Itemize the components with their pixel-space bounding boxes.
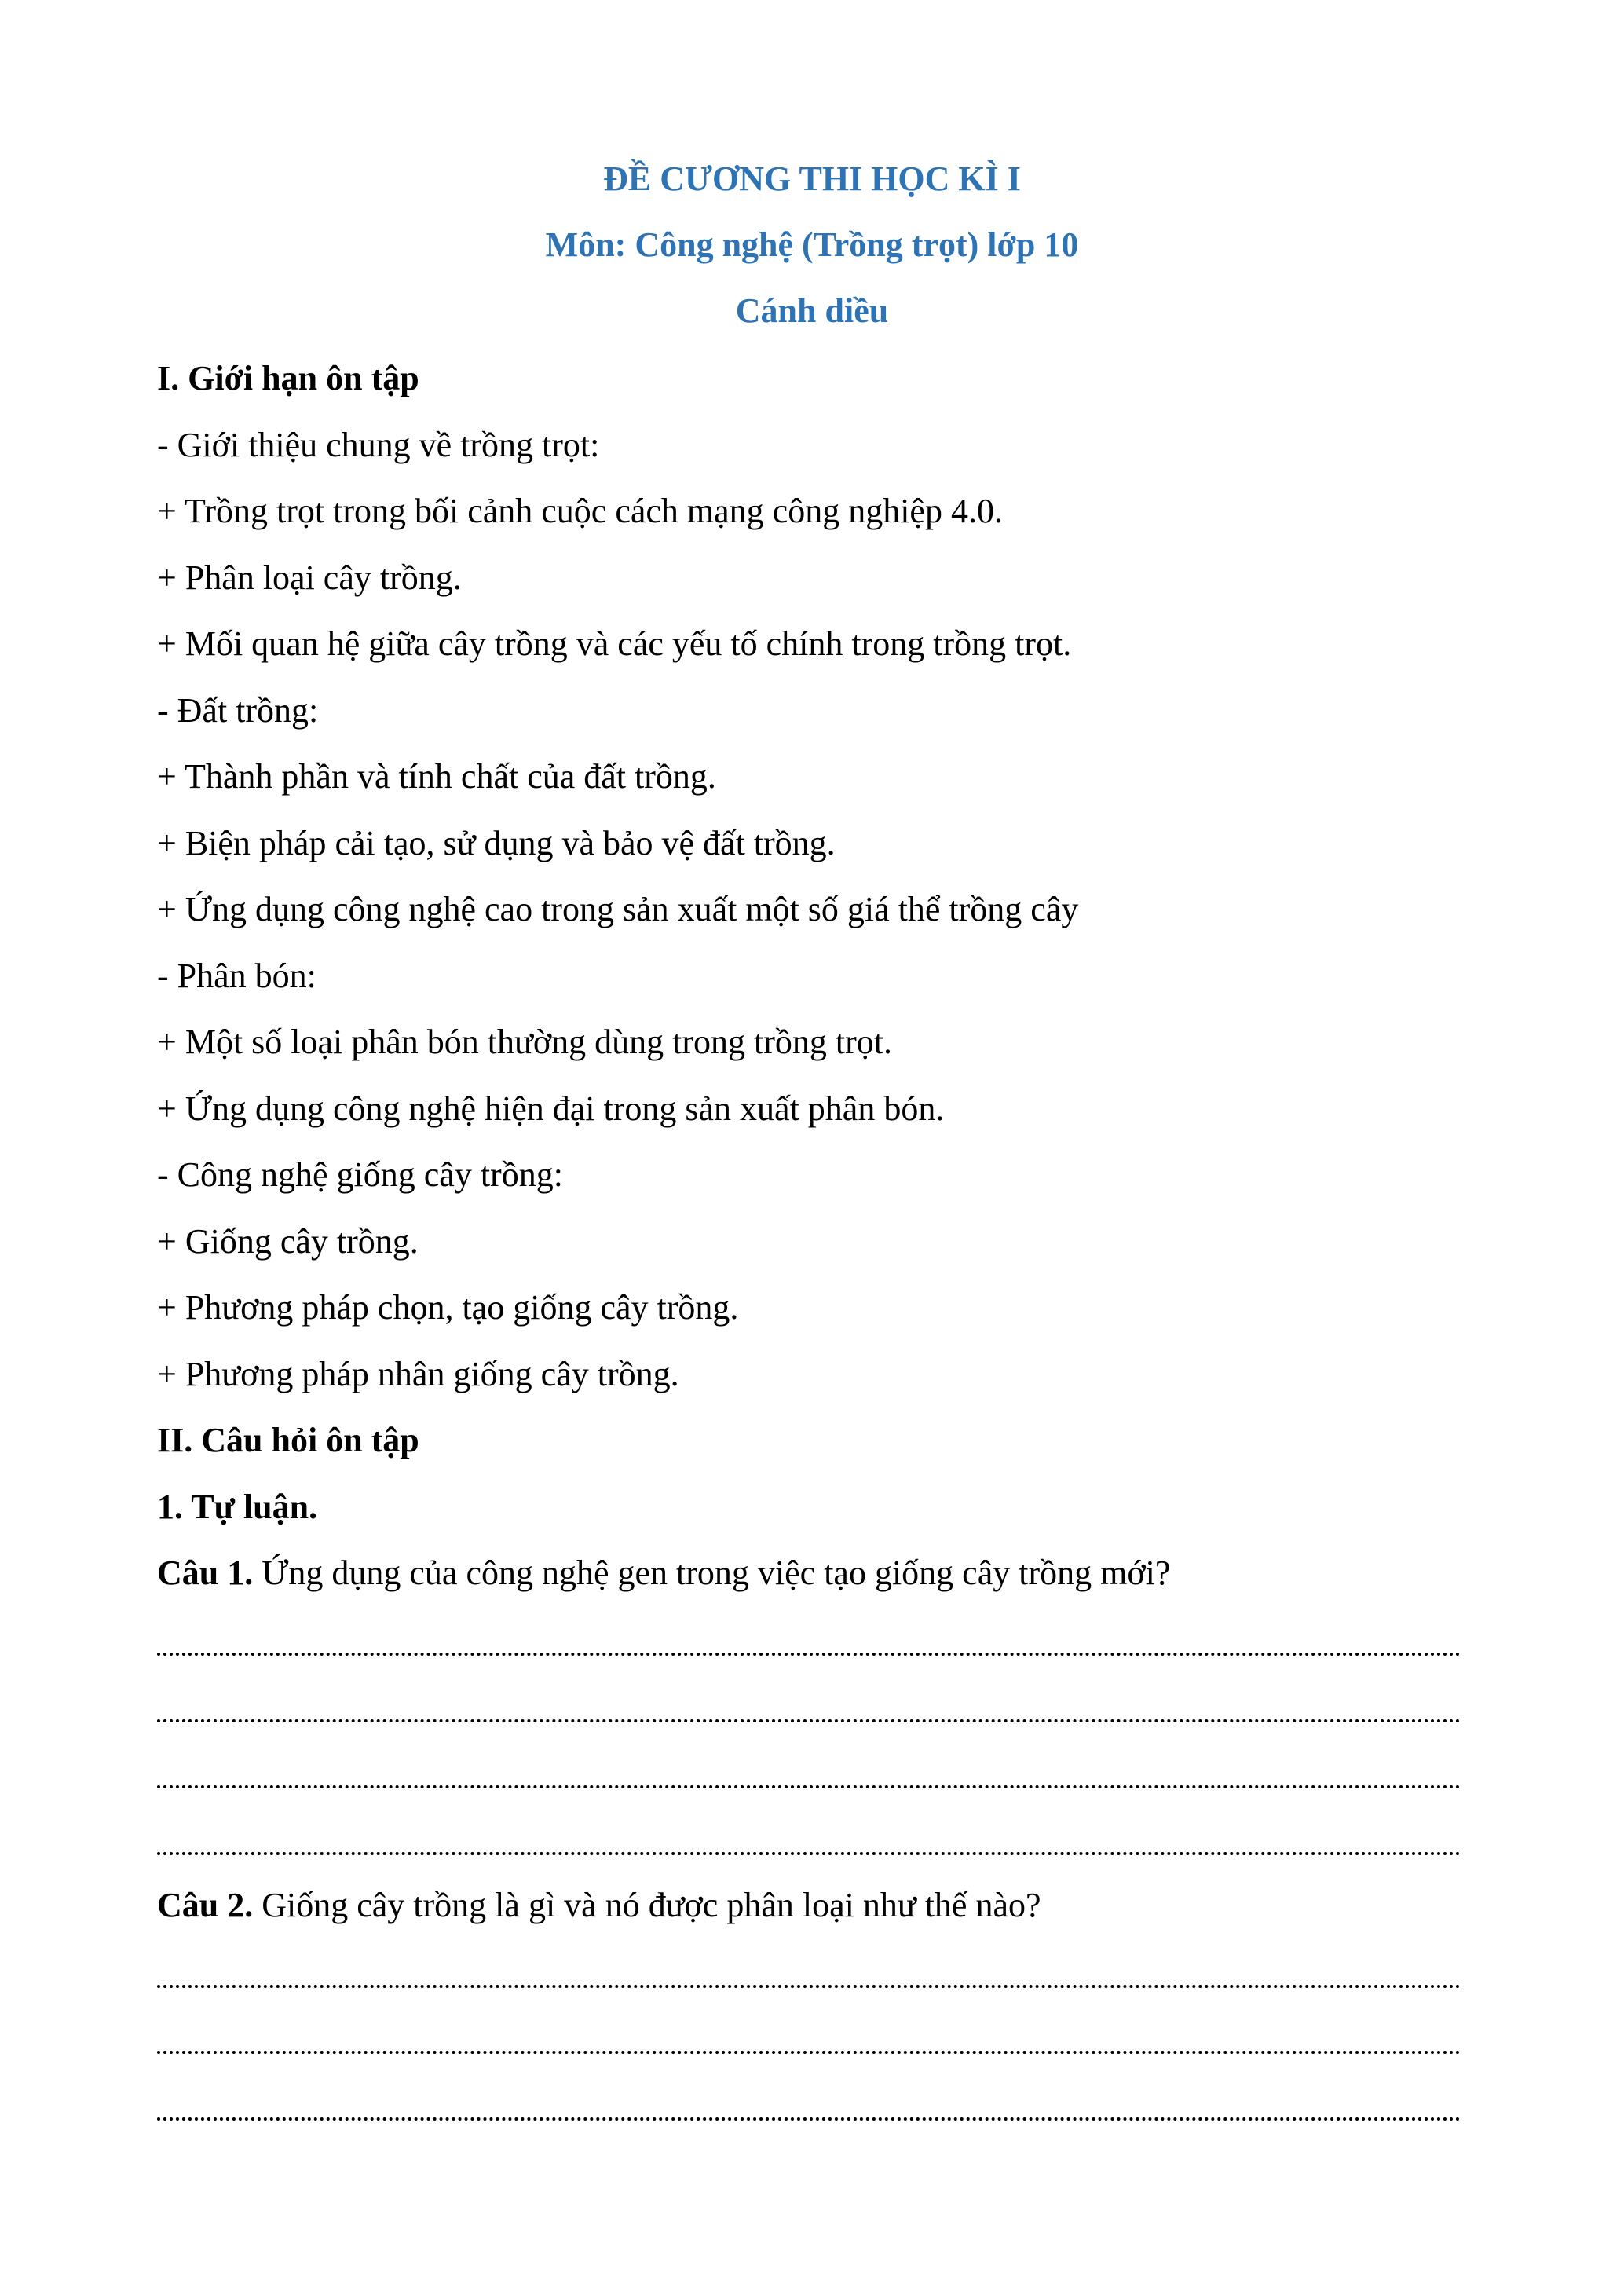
answer-line xyxy=(157,1607,1476,1674)
list-item: + Thành phần và tính chất của đất trồng. xyxy=(157,757,716,796)
list-item: + Ứng dụng công nghệ cao trong sản xuất một số giá thể trồng cây xyxy=(157,890,1079,928)
document-series: Cánh diều xyxy=(735,291,889,330)
list-item: + Phân loại cây trồng. xyxy=(157,558,462,597)
section-heading-2: II. Câu hỏi ôn tập xyxy=(157,1421,419,1459)
answer-line xyxy=(157,1740,1476,1806)
section-heading-1: I. Giới hạn ôn tập xyxy=(157,359,419,397)
question-label: Câu 1. xyxy=(157,1554,254,1592)
document-title: ĐỀ CƯƠNG THI HỌC KÌ I xyxy=(603,159,1021,198)
question-text: Giống cây trồng là gì và nó được phân loại như thế nào? xyxy=(253,1885,1041,1924)
document-subject: Môn: Công nghệ (Trồng trọt) lớp 10 xyxy=(545,225,1079,264)
question-2 xyxy=(157,1872,1476,1939)
document-body xyxy=(157,346,1476,2138)
list-item: + Một số loại phân bón thường dùng trong trồng trọt. xyxy=(157,1023,892,1061)
list-item: - Phân bón: xyxy=(157,956,316,995)
question-label: Câu 2. xyxy=(157,1885,254,1924)
answer-line xyxy=(157,1938,1476,2005)
list-item: - Đất trồng: xyxy=(157,690,319,730)
question-text: Ứng dụng của công nghệ gen trong việc tạo giống cây trồng mới? xyxy=(253,1554,1171,1592)
document-header xyxy=(0,146,1624,344)
list-item: + Giống cây trồng. xyxy=(157,1221,419,1261)
list-item: - Giới thiệu chung về trồng trọt: xyxy=(157,425,600,464)
list-item: - Công nghệ giống cây trồng: xyxy=(157,1155,563,1194)
list-item: + Ứng dụng công nghệ hiện đại trong sản xuất phân bón. xyxy=(157,1089,945,1128)
subsection-heading: 1. Tự luận. xyxy=(157,1487,318,1526)
answer-line xyxy=(157,1806,1476,1872)
list-item: + Biện pháp cải tạo, sử dụng và bảo vệ đất trồng. xyxy=(157,823,836,862)
list-item: + Phương pháp chọn, tạo giống cây trồng. xyxy=(157,1288,739,1327)
list-item: + Trồng trọt trong bối cảnh cuộc cách mạng công nghiệp 4.0. xyxy=(157,492,1003,530)
answer-line xyxy=(157,2005,1476,2072)
answer-line xyxy=(157,1673,1476,1740)
list-item: + Mối quan hệ giữa cây trồng và các yếu tố chính trong trồng trọt. xyxy=(157,624,1072,663)
list-item: + Phương pháp nhân giống cây trồng. xyxy=(157,1354,679,1393)
question-1 xyxy=(157,1540,1476,1607)
answer-line xyxy=(157,2071,1476,2138)
